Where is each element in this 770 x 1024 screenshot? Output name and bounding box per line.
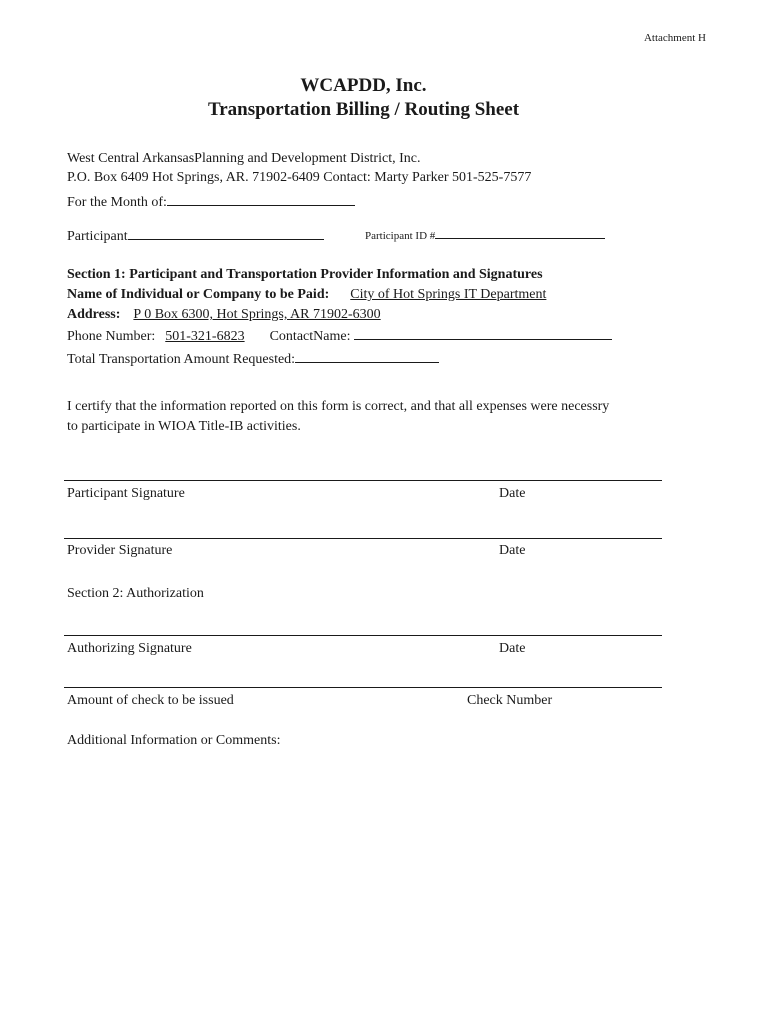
month-field[interactable] [167, 192, 355, 206]
comments-area[interactable] [67, 752, 662, 952]
authorizing-date-label: Date [499, 641, 526, 656]
participant-label: Participant [67, 229, 128, 244]
participant-id-row [365, 228, 605, 243]
participant-id-label: Participant ID # [365, 230, 436, 242]
phone-value[interactable]: 501-321-6823 [165, 329, 245, 344]
payee-label: Name of Individual or Company to be Paid: [67, 287, 330, 302]
authorizing-signature-label: Authorizing Signature [67, 641, 192, 656]
phone-label: Phone Number: [67, 329, 156, 344]
check-number-label: Check Number [467, 693, 553, 708]
provider-signature-line[interactable] [64, 538, 662, 539]
form-title: WCAPDD, Inc. [300, 75, 427, 96]
provider-signature-label: Provider Signature [67, 543, 173, 558]
comments-label: Additional Information or Comments: [67, 733, 281, 748]
month-label: For the Month of: [67, 195, 167, 210]
certify-line1: I certify that the information reported on this form is correct, and that all expenses were necessry [67, 399, 610, 414]
contact-field[interactable] [354, 326, 612, 340]
participant-row [67, 226, 324, 245]
org-address: P.O. Box 6409 Hot Springs, AR. 71902-6409 Contact: Marty Parker 501-525-7577 [67, 170, 532, 185]
section2-heading: Section 2: Authorization [67, 586, 204, 601]
payee-row [67, 286, 546, 303]
total-label: Total Transportation Amount Requested: [67, 352, 296, 367]
check-amount-line[interactable] [64, 687, 662, 688]
total-field[interactable] [295, 349, 439, 363]
payee-value[interactable]: City of Hot Springs IT Department [350, 287, 547, 302]
org-name: West Central ArkansasPlanning and Development District, Inc. [67, 151, 421, 166]
attachment-label: Attachment H [643, 32, 706, 44]
authorizing-signature-line[interactable] [64, 635, 662, 636]
phone-row [67, 326, 612, 345]
total-row [67, 349, 439, 368]
participant-id-field[interactable] [435, 228, 605, 239]
address-value[interactable]: P 0 Box 6300, Hot Springs, AR 71902-6300 [133, 307, 381, 322]
month-row [67, 192, 355, 211]
address-label: Address: [67, 307, 121, 322]
check-amount-label: Amount of check to be issued [67, 693, 234, 708]
address-row [67, 306, 381, 323]
participant-field[interactable] [128, 226, 324, 240]
contact-label: ContactName: [269, 329, 351, 344]
participant-date-label: Date [499, 486, 526, 501]
provider-date-label: Date [499, 543, 526, 558]
section1-heading: Section 1: Participant and Transportation Provider Information and Signatures [67, 267, 543, 282]
certify-line2: to participate in WIOA Title-IB activities. [67, 419, 301, 434]
participant-signature-line[interactable] [64, 480, 662, 481]
form-subtitle: Transportation Billing / Routing Sheet [207, 99, 520, 120]
participant-signature-label: Participant Signature [67, 486, 185, 501]
